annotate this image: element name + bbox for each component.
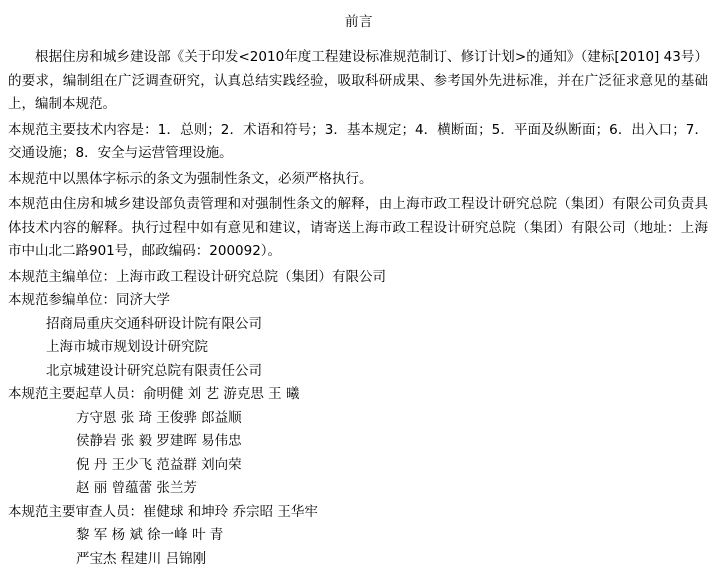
credit-line-participating-units: 本规范参编单位：同济大学 <box>6 289 712 313</box>
credit-line-reviewers-2: 黎 军 杨 斌 徐一峰 叶 青 <box>6 524 712 548</box>
credit-line-drafters-2: 方守恩 张 琦 王俊骅 郎益顺 <box>6 407 712 431</box>
credit-line-reviewers-3: 严宝杰 程建川 吕锦刚 <box>6 548 712 571</box>
credit-line-unit-3: 上海市城市规划设计研究院 <box>6 336 712 360</box>
page-title: 前言 <box>6 12 712 32</box>
paragraph-2: 本规范主要技术内容是：1．总则；2．术语和符号；3．基本规定；4．横断面；5．平面及纵断面；6．出入口；7．交通设施；8．安全与运营管理设施。 <box>6 119 712 166</box>
credit-line-drafters-3: 侯静岩 张 毅 罗建晖 易伟忠 <box>6 430 712 454</box>
credit-line-chief-editor-unit: 本规范主编单位：上海市政工程设计研究总院（集团）有限公司 <box>6 266 712 290</box>
paragraph-3: 本规范中以黑体字标示的条文为强制性条文，必须严格执行。 <box>6 168 712 192</box>
credit-line-drafters-5: 赵 丽 曾蕴蕾 张兰芳 <box>6 477 712 501</box>
credit-line-unit-2: 招商局重庆交通科研设计院有限公司 <box>6 313 712 337</box>
credit-line-drafters: 本规范主要起草人员：俞明健 刘 艺 游克思 王 曦 <box>6 383 712 407</box>
credit-line-unit-4: 北京城建设计研究总院有限责任公司 <box>6 360 712 384</box>
credit-line-drafters-4: 倪 丹 王少飞 范益群 刘向荣 <box>6 454 712 478</box>
paragraph-1: 根据住房和城乡建设部《关于印发<2010年度工程建设标准规范制订、修订计划>的通知》（建标[2010] 43号）的要求，编制组在广泛调查研究，认真总结实践经验，吸取科研成果、参考国外先进标准，并在广泛征求意见的基础上，编制本规范。 <box>6 46 712 117</box>
credit-line-reviewers: 本规范主要审查人员：崔健球 和坤玲 乔宗昭 王华牢 <box>6 501 712 525</box>
paragraph-4: 本规范由住房和城乡建设部负责管理和对强制性条文的解释，由上海市政工程设计研究总院（集团）有限公司负责具体技术内容的解释。执行过程中如有意见和建议，请寄送上海市政工程设计研究总院（集团）有限公司（地址：上海市中山北二路901号，邮政编码：200092）。 <box>6 193 712 264</box>
